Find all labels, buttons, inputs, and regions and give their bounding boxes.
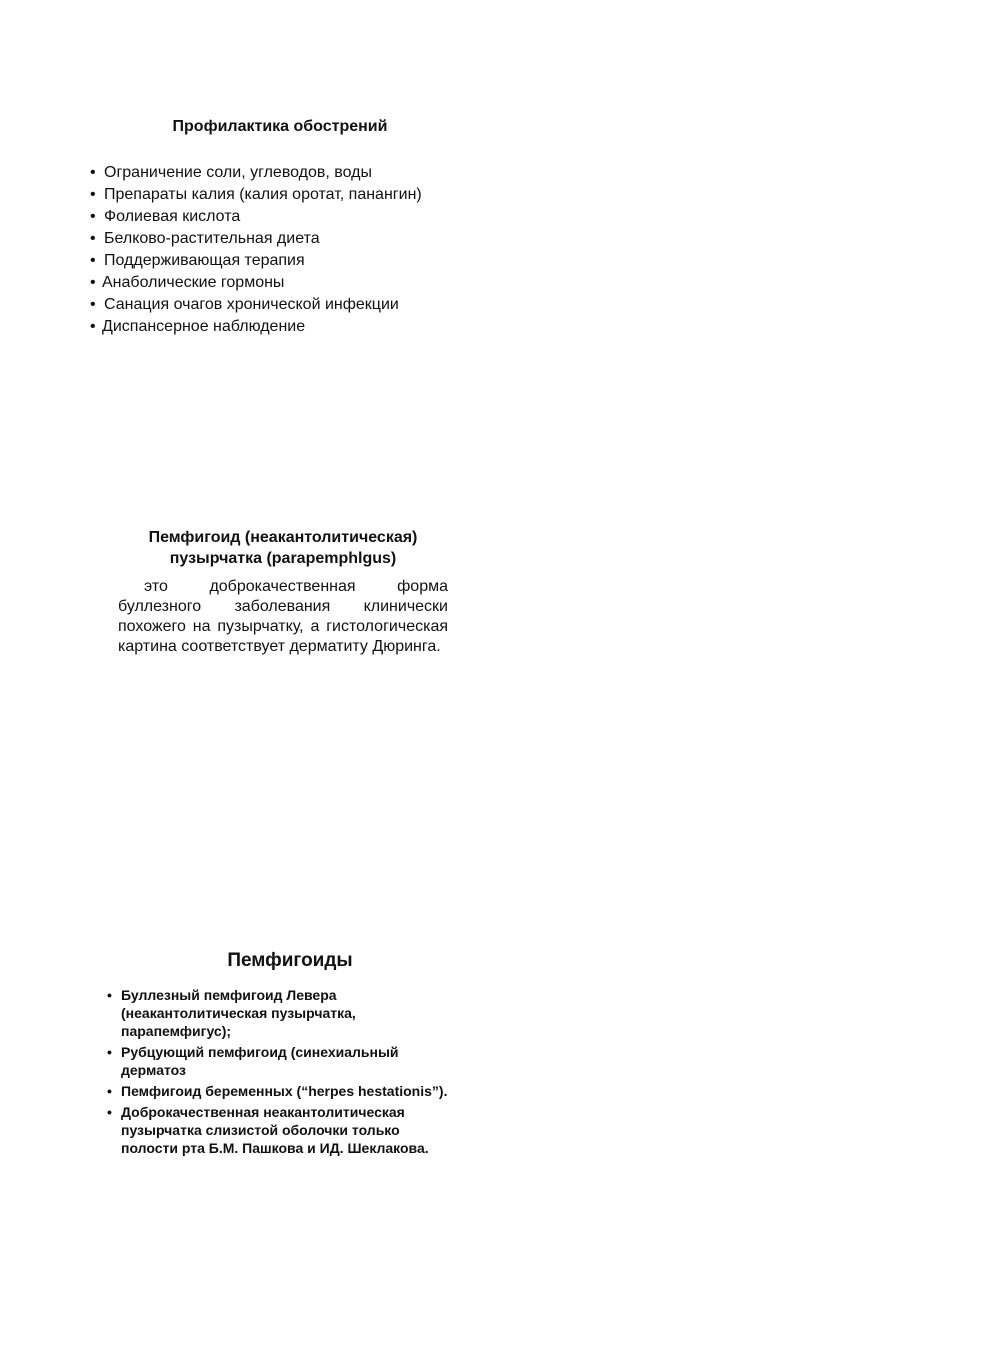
list-item: • Поддерживающая терапия	[90, 250, 490, 272]
list-item: • Препараты калия (калия оротат, панангин)	[90, 184, 490, 206]
list-item: • Пемфигоид беременных (“herpes hestationis”).	[107, 1083, 448, 1099]
list-item: • Анаболические гормоны	[90, 272, 490, 294]
list-item: • Диспансерное наблюдение	[90, 316, 490, 338]
bullet-icon: •	[107, 1044, 112, 1060]
bullet-icon: •	[90, 208, 96, 225]
bullet-icon: •	[90, 274, 96, 291]
list-item: • Фолиевая кислота	[90, 206, 490, 228]
bullet-icon: •	[90, 186, 96, 203]
pemphigoids-title: Пемфигоиды	[227, 950, 353, 971]
list-item: • Доброкачественная неакантолитическая пузырчатка слизистой оболочки только полости рта Б.М. Пашкова и ИД. Шеклакова.	[107, 1104, 429, 1156]
list-item: • Рубцующий пемфигоид (синехиальный дерматоз	[107, 1044, 399, 1078]
bullet-icon: •	[90, 318, 96, 335]
bullet-icon: •	[90, 230, 96, 247]
bullet-icon: •	[107, 1104, 112, 1120]
prophylaxis-list	[90, 162, 490, 338]
list-item: • Буллезный пемфигоид Левера (неакантолитическая пузырчатка, парапемфигус);	[107, 987, 356, 1039]
pemphigoid-title: Пемфигоид (неакантолитическая) пузырчатка (parapemphlgus)	[148, 529, 418, 567]
bullet-icon: •	[90, 164, 96, 181]
bullet-icon: •	[107, 987, 112, 1003]
prophylaxis-section	[90, 118, 490, 338]
bullet-icon: •	[90, 252, 96, 269]
bullet-icon: •	[90, 296, 96, 313]
prophylaxis-title: Профилактика обострений	[172, 118, 388, 135]
pemphigoid-definition: это доброкачественная форма буллезного заболевания клинически похожего на пузырчатку, а гистологическая картина соответствует дерматиту Дюринга.	[118, 578, 448, 655]
bullet-icon: •	[107, 1083, 112, 1099]
list-item: • Ограничение соли, углеводов, воды	[90, 162, 490, 184]
pemphigoids-list	[105, 986, 455, 1157]
list-item: • Санация очагов хронической инфекции	[90, 294, 490, 316]
pemphigoids-section	[105, 950, 455, 1160]
list-item: • Белково-растительная диета	[90, 228, 490, 250]
pemphigoid-definition-section	[118, 527, 448, 657]
